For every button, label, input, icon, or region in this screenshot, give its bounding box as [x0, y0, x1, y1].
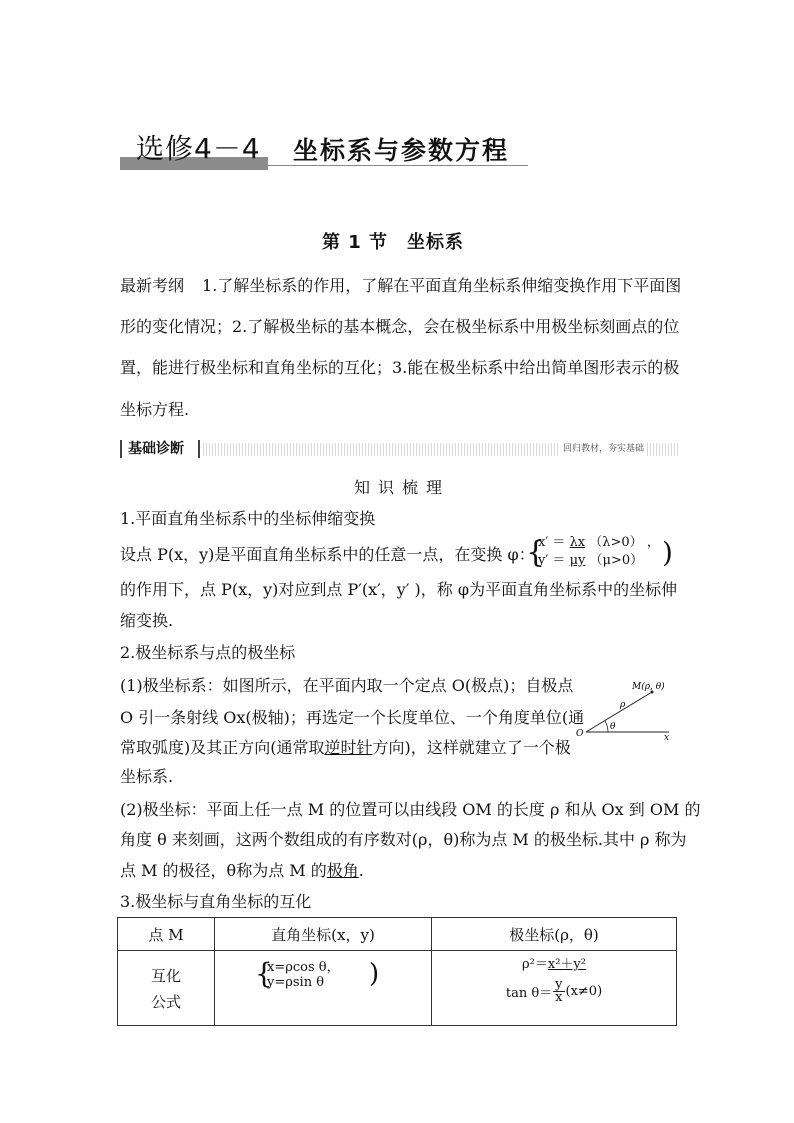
polar-formula-cell [432, 951, 677, 1026]
chapter-title: 选修4－4 [136, 132, 261, 165]
rect-formula [215, 957, 431, 997]
s2-para-2-line-3: 点 M 的极径，θ称为点 M 的极角. [120, 861, 364, 880]
polar-angle-term: 极角 [326, 861, 359, 880]
s1-para-1: 设点 P(x，y)是平面直角坐标系中的任意一点，在变换 φ： [120, 545, 535, 564]
s2-para-2-line-2: 角度 θ 来刻画，这两个数组成的有序数对(ρ，θ)称为点 M 的极坐标.其中 ρ 称为 [120, 830, 687, 849]
transform-eq-2: y′ ＝ μy （μ>0） [538, 553, 644, 568]
section-title: 第 1 节 坐标系 [322, 232, 465, 253]
rect-left-brace: { [255, 957, 273, 990]
table-header-row [118, 918, 677, 951]
objectives-line-1: 最新考纲 1.了解坐标系的作用，了解在平面直角坐标系伸缩变换作用下平面图 [120, 276, 682, 295]
conversion-table [117, 917, 677, 1026]
s2-para-2-line-1: (2)极坐标：平面上任一点 M 的位置可以由线段 OM 的长度 ρ 和从 Ox 到 OM 的 [120, 800, 701, 819]
label-origin: O [576, 729, 584, 739]
row-label [118, 951, 215, 1026]
label-theta: θ [610, 722, 616, 732]
row-label-line-2: 公式 [150, 993, 181, 1011]
label-rho: ρ [620, 700, 626, 710]
knowledge-title: 知识梳理 [354, 478, 451, 497]
table-row [118, 951, 677, 1026]
polar-eq-2: tan θ＝ y x (x≠0) [505, 977, 603, 1005]
s1-para-3: 缩变换. [120, 611, 174, 630]
rect-right-paren: ) [369, 959, 380, 989]
s1-para-2: 的作用下，点 P(x，y)对应到点 P′(x′，y′ )，称 φ为平面直角坐标系中的坐标伸 [120, 580, 678, 599]
angle-arc [605, 721, 608, 732]
s2-heading: 2.极坐标系与点的极坐标 [120, 643, 296, 662]
transform-eq-1: x′ ＝ λx （λ>0） ， [538, 535, 660, 550]
rect-eq-1: x=ρcos θ， [267, 960, 340, 975]
right-paren: ) [662, 536, 673, 569]
rect-eq-2: y=ρsin θ [267, 975, 325, 990]
s2-para-1-line-4: 坐标系. [120, 767, 174, 786]
label-x: x [664, 733, 670, 743]
row-label-line-1: 互化 [150, 967, 181, 985]
th-point: 点 M [118, 918, 215, 951]
objectives-line-4: 坐标方程. [120, 400, 190, 419]
label-point-m: M(ρ, θ) [632, 682, 665, 692]
radius-line [586, 692, 652, 732]
polar-eq-1: ρ²＝x²＋y² [522, 957, 586, 972]
left-brace: { [526, 535, 546, 570]
objectives-line-2: 形的变化情况；2.了解极坐标的基本概念，会在极坐标系中用极坐标刻画点的位 [120, 317, 680, 336]
th-polar: 极坐标(ρ，θ) [432, 918, 677, 951]
chapter-subtitle: 坐标系与参数方程 [293, 136, 510, 165]
banner-tagline: 回归教材，夯实基础 [560, 443, 647, 456]
s3-heading: 3.极坐标与直角坐标的互化 [120, 892, 312, 911]
fraction-y-over-x: y x [555, 977, 563, 1005]
objectives-label: 最新考纲 [120, 276, 185, 295]
s2-para-1-line-2: O 引一条射线 Ox(极轴)；再选定一个长度单位、一个角度单位(通 [120, 708, 585, 727]
s2-para-1-line-1: (1)极坐标系：如图所示，在平面内取一个定点 O(极点)；自极点 [120, 676, 574, 695]
banner-label: 基础诊断 [120, 440, 200, 458]
objectives-line-3: 置，能进行极坐标和直角坐标的互化；3.能在极坐标系中给出简单图形表示的极 [120, 358, 680, 377]
rect-formula-cell [215, 951, 432, 1026]
s2-para-1-line-3: 常取弧度)及其正方向(通常取逆时针方向)，这样就建立了一个极 [120, 738, 571, 757]
s1-heading: 1.平面直角坐标系中的坐标伸缩变换 [120, 509, 376, 528]
counterclockwise-term: 逆时针 [324, 738, 373, 757]
th-rect: 直角坐标(x，y) [215, 918, 432, 951]
polar-coordinate-figure [574, 674, 678, 744]
